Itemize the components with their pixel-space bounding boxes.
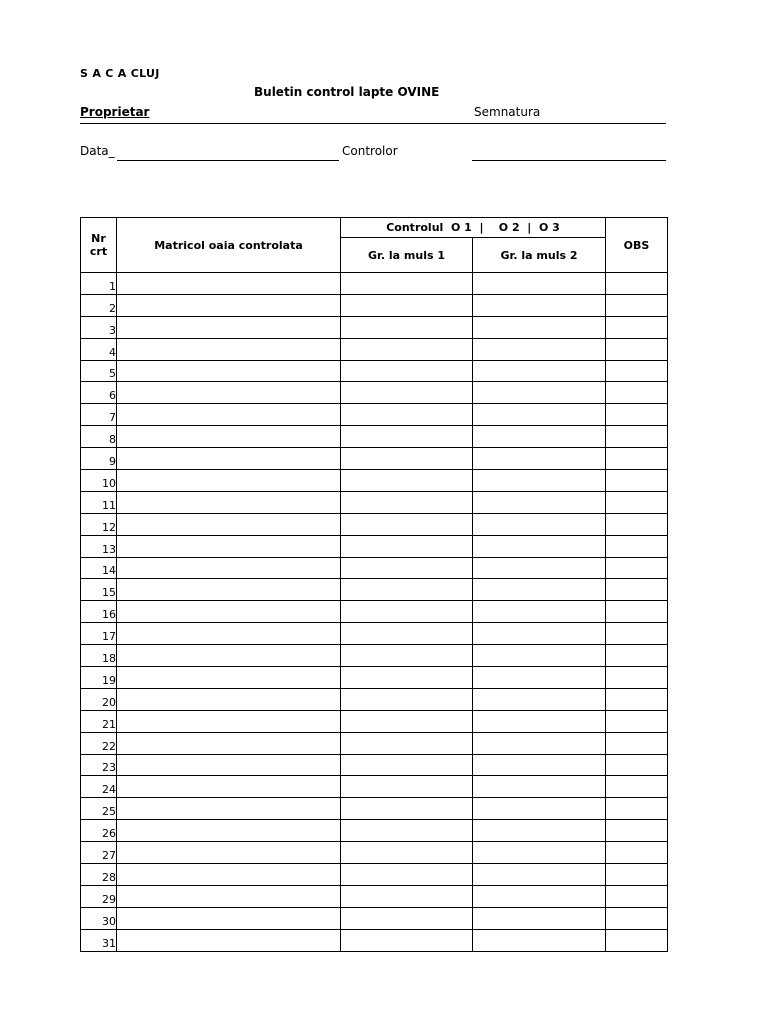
muls2-cell[interactable] xyxy=(473,732,606,754)
muls2-cell[interactable] xyxy=(473,448,606,470)
muls1-cell[interactable] xyxy=(341,798,473,820)
table-row xyxy=(81,688,668,710)
obs-cell[interactable] xyxy=(606,273,668,295)
obs-cell[interactable] xyxy=(606,426,668,448)
muls2-cell[interactable] xyxy=(473,470,606,492)
row-number: 6 xyxy=(81,382,117,404)
table-row xyxy=(81,842,668,864)
document-title: Buletin control lapte OVINE xyxy=(254,85,440,99)
row-number: 21 xyxy=(81,710,117,732)
muls2-cell[interactable] xyxy=(473,820,606,842)
matricol-cell[interactable] xyxy=(117,623,341,645)
muls1-cell[interactable] xyxy=(341,382,473,404)
muls1-cell[interactable] xyxy=(341,667,473,689)
table-row xyxy=(81,864,668,886)
muls2-cell[interactable] xyxy=(473,513,606,535)
matricol-cell[interactable] xyxy=(117,557,341,579)
muls1-cell[interactable] xyxy=(341,732,473,754)
muls1-cell[interactable] xyxy=(341,929,473,951)
matricol-cell[interactable] xyxy=(117,907,341,929)
muls2-cell[interactable] xyxy=(473,579,606,601)
col-header-matricol: Matricol oaia controlata xyxy=(117,218,341,273)
muls2-cell[interactable] xyxy=(473,885,606,907)
row-number: 4 xyxy=(81,338,117,360)
obs-cell[interactable] xyxy=(606,601,668,623)
obs-cell[interactable] xyxy=(606,448,668,470)
table-row xyxy=(81,776,668,798)
obs-cell[interactable] xyxy=(606,535,668,557)
table-row xyxy=(81,360,668,382)
table-row xyxy=(81,316,668,338)
date-label: Data_ xyxy=(80,144,115,158)
row-number: 10 xyxy=(81,470,117,492)
signature-label: Semnatura xyxy=(474,105,541,119)
row-number: 17 xyxy=(81,623,117,645)
muls2-cell[interactable] xyxy=(473,710,606,732)
muls1-cell[interactable] xyxy=(341,820,473,842)
muls2-cell[interactable] xyxy=(473,645,606,667)
matricol-cell[interactable] xyxy=(117,316,341,338)
table-row xyxy=(81,754,668,776)
obs-cell[interactable] xyxy=(606,316,668,338)
controller-line xyxy=(472,160,666,161)
muls1-cell[interactable] xyxy=(341,623,473,645)
obs-cell[interactable] xyxy=(606,579,668,601)
col-header-obs: OBS xyxy=(606,218,668,273)
muls1-cell[interactable] xyxy=(341,448,473,470)
row-number: 24 xyxy=(81,776,117,798)
row-number: 1 xyxy=(81,273,117,295)
table-row xyxy=(81,667,668,689)
muls2-cell[interactable] xyxy=(473,382,606,404)
muls2-cell[interactable] xyxy=(473,842,606,864)
obs-cell[interactable] xyxy=(606,864,668,886)
muls1-cell[interactable] xyxy=(341,885,473,907)
muls2-cell[interactable] xyxy=(473,491,606,513)
table-row xyxy=(81,929,668,951)
matricol-cell[interactable] xyxy=(117,513,341,535)
row-number: 30 xyxy=(81,907,117,929)
matricol-cell[interactable] xyxy=(117,448,341,470)
row-number: 31 xyxy=(81,929,117,951)
table-row xyxy=(81,645,668,667)
obs-cell[interactable] xyxy=(606,338,668,360)
row-number: 18 xyxy=(81,645,117,667)
muls2-cell[interactable] xyxy=(473,907,606,929)
row-number: 9 xyxy=(81,448,117,470)
muls1-cell[interactable] xyxy=(341,601,473,623)
row-number: 12 xyxy=(81,513,117,535)
obs-cell[interactable] xyxy=(606,645,668,667)
owner-label: Proprietar xyxy=(80,105,150,119)
obs-cell[interactable] xyxy=(606,885,668,907)
table-row xyxy=(81,907,668,929)
table-row xyxy=(81,404,668,426)
matricol-cell[interactable] xyxy=(117,645,341,667)
obs-cell[interactable] xyxy=(606,360,668,382)
table-row xyxy=(81,426,668,448)
row-number: 14 xyxy=(81,557,117,579)
obs-cell[interactable] xyxy=(606,404,668,426)
table-row xyxy=(81,273,668,295)
matricol-cell[interactable] xyxy=(117,710,341,732)
muls1-cell[interactable] xyxy=(341,864,473,886)
obs-cell[interactable] xyxy=(606,513,668,535)
row-number: 3 xyxy=(81,316,117,338)
muls1-cell[interactable] xyxy=(341,470,473,492)
obs-cell[interactable] xyxy=(606,907,668,929)
table-row xyxy=(81,535,668,557)
muls2-cell[interactable] xyxy=(473,667,606,689)
obs-cell[interactable] xyxy=(606,842,668,864)
matricol-cell[interactable] xyxy=(117,864,341,886)
muls2-cell[interactable] xyxy=(473,273,606,295)
matricol-cell[interactable] xyxy=(117,294,341,316)
matricol-cell[interactable] xyxy=(117,688,341,710)
muls2-cell[interactable] xyxy=(473,360,606,382)
muls1-cell[interactable] xyxy=(341,645,473,667)
matricol-cell[interactable] xyxy=(117,667,341,689)
matricol-cell[interactable] xyxy=(117,842,341,864)
muls2-cell[interactable] xyxy=(473,623,606,645)
obs-cell[interactable] xyxy=(606,710,668,732)
table-row xyxy=(81,579,668,601)
date-line xyxy=(117,160,339,161)
muls2-cell[interactable] xyxy=(473,535,606,557)
matricol-cell[interactable] xyxy=(117,404,341,426)
row-number: 29 xyxy=(81,885,117,907)
matricol-cell[interactable] xyxy=(117,360,341,382)
matricol-cell[interactable] xyxy=(117,535,341,557)
matricol-cell[interactable] xyxy=(117,382,341,404)
muls2-cell[interactable] xyxy=(473,294,606,316)
obs-cell[interactable] xyxy=(606,929,668,951)
obs-cell[interactable] xyxy=(606,820,668,842)
row-number: 28 xyxy=(81,864,117,886)
muls2-cell[interactable] xyxy=(473,316,606,338)
obs-cell[interactable] xyxy=(606,491,668,513)
matricol-cell[interactable] xyxy=(117,601,341,623)
muls1-cell[interactable] xyxy=(341,360,473,382)
row-number: 22 xyxy=(81,732,117,754)
table-row xyxy=(81,601,668,623)
muls1-cell[interactable] xyxy=(341,579,473,601)
obs-cell[interactable] xyxy=(606,623,668,645)
table-row xyxy=(81,798,668,820)
milk-control-table xyxy=(80,217,668,952)
obs-cell[interactable] xyxy=(606,557,668,579)
muls1-cell[interactable] xyxy=(341,491,473,513)
row-number: 15 xyxy=(81,579,117,601)
muls2-cell[interactable] xyxy=(473,776,606,798)
muls1-cell[interactable] xyxy=(341,426,473,448)
row-number: 13 xyxy=(81,535,117,557)
row-number: 7 xyxy=(81,404,117,426)
muls1-cell[interactable] xyxy=(341,907,473,929)
table-row xyxy=(81,710,668,732)
col-header-muls2: Gr. la muls 2 xyxy=(473,238,606,273)
muls2-cell[interactable] xyxy=(473,426,606,448)
table-row xyxy=(81,885,668,907)
muls2-cell[interactable] xyxy=(473,601,606,623)
muls1-cell[interactable] xyxy=(341,316,473,338)
organization-name: S A C A CLUJ xyxy=(80,67,160,80)
row-number: 8 xyxy=(81,426,117,448)
muls1-cell[interactable] xyxy=(341,513,473,535)
row-number: 27 xyxy=(81,842,117,864)
muls1-cell[interactable] xyxy=(341,710,473,732)
table-row xyxy=(81,294,668,316)
obs-cell[interactable] xyxy=(606,470,668,492)
row-number: 2 xyxy=(81,294,117,316)
matricol-cell[interactable] xyxy=(117,754,341,776)
table-row xyxy=(81,557,668,579)
row-number: 16 xyxy=(81,601,117,623)
col-header-muls1: Gr. la muls 1 xyxy=(341,238,473,273)
table-row xyxy=(81,338,668,360)
muls2-cell[interactable] xyxy=(473,404,606,426)
col-header-control: Controlul O 1 | O 2 | O 3 xyxy=(341,218,606,238)
table-row xyxy=(81,732,668,754)
matricol-cell[interactable] xyxy=(117,798,341,820)
muls1-cell[interactable] xyxy=(341,688,473,710)
muls1-cell[interactable] xyxy=(341,842,473,864)
table-row xyxy=(81,820,668,842)
muls1-cell[interactable] xyxy=(341,273,473,295)
row-number: 19 xyxy=(81,667,117,689)
muls1-cell[interactable] xyxy=(341,294,473,316)
muls1-cell[interactable] xyxy=(341,776,473,798)
table-row xyxy=(81,491,668,513)
matricol-cell[interactable] xyxy=(117,776,341,798)
row-number: 11 xyxy=(81,491,117,513)
matricol-cell[interactable] xyxy=(117,426,341,448)
muls2-cell[interactable] xyxy=(473,754,606,776)
muls1-cell[interactable] xyxy=(341,557,473,579)
owner-signature-line xyxy=(80,123,666,124)
muls1-cell[interactable] xyxy=(341,535,473,557)
matricol-cell[interactable] xyxy=(117,491,341,513)
col-header-nr: Nr crt xyxy=(81,218,117,273)
matricol-cell[interactable] xyxy=(117,732,341,754)
obs-cell[interactable] xyxy=(606,754,668,776)
matricol-cell[interactable] xyxy=(117,273,341,295)
muls1-cell[interactable] xyxy=(341,404,473,426)
table-row xyxy=(81,513,668,535)
row-number: 26 xyxy=(81,820,117,842)
matricol-cell[interactable] xyxy=(117,470,341,492)
obs-cell[interactable] xyxy=(606,667,668,689)
table-row xyxy=(81,623,668,645)
obs-cell[interactable] xyxy=(606,732,668,754)
muls1-cell[interactable] xyxy=(341,338,473,360)
muls2-cell[interactable] xyxy=(473,688,606,710)
obs-cell[interactable] xyxy=(606,294,668,316)
row-number: 5 xyxy=(81,360,117,382)
table-row xyxy=(81,470,668,492)
table-row xyxy=(81,382,668,404)
muls2-cell[interactable] xyxy=(473,557,606,579)
obs-cell[interactable] xyxy=(606,688,668,710)
row-number: 23 xyxy=(81,754,117,776)
muls2-cell[interactable] xyxy=(473,798,606,820)
muls2-cell[interactable] xyxy=(473,864,606,886)
controller-label: Controlor xyxy=(342,144,398,158)
muls2-cell[interactable] xyxy=(473,929,606,951)
row-number: 20 xyxy=(81,688,117,710)
matricol-cell[interactable] xyxy=(117,579,341,601)
muls1-cell[interactable] xyxy=(341,754,473,776)
obs-cell[interactable] xyxy=(606,382,668,404)
matricol-cell[interactable] xyxy=(117,820,341,842)
matricol-cell[interactable] xyxy=(117,338,341,360)
row-number: 25 xyxy=(81,798,117,820)
muls2-cell[interactable] xyxy=(473,338,606,360)
obs-cell[interactable] xyxy=(606,798,668,820)
table-row xyxy=(81,448,668,470)
obs-cell[interactable] xyxy=(606,776,668,798)
matricol-cell[interactable] xyxy=(117,929,341,951)
matricol-cell[interactable] xyxy=(117,885,341,907)
